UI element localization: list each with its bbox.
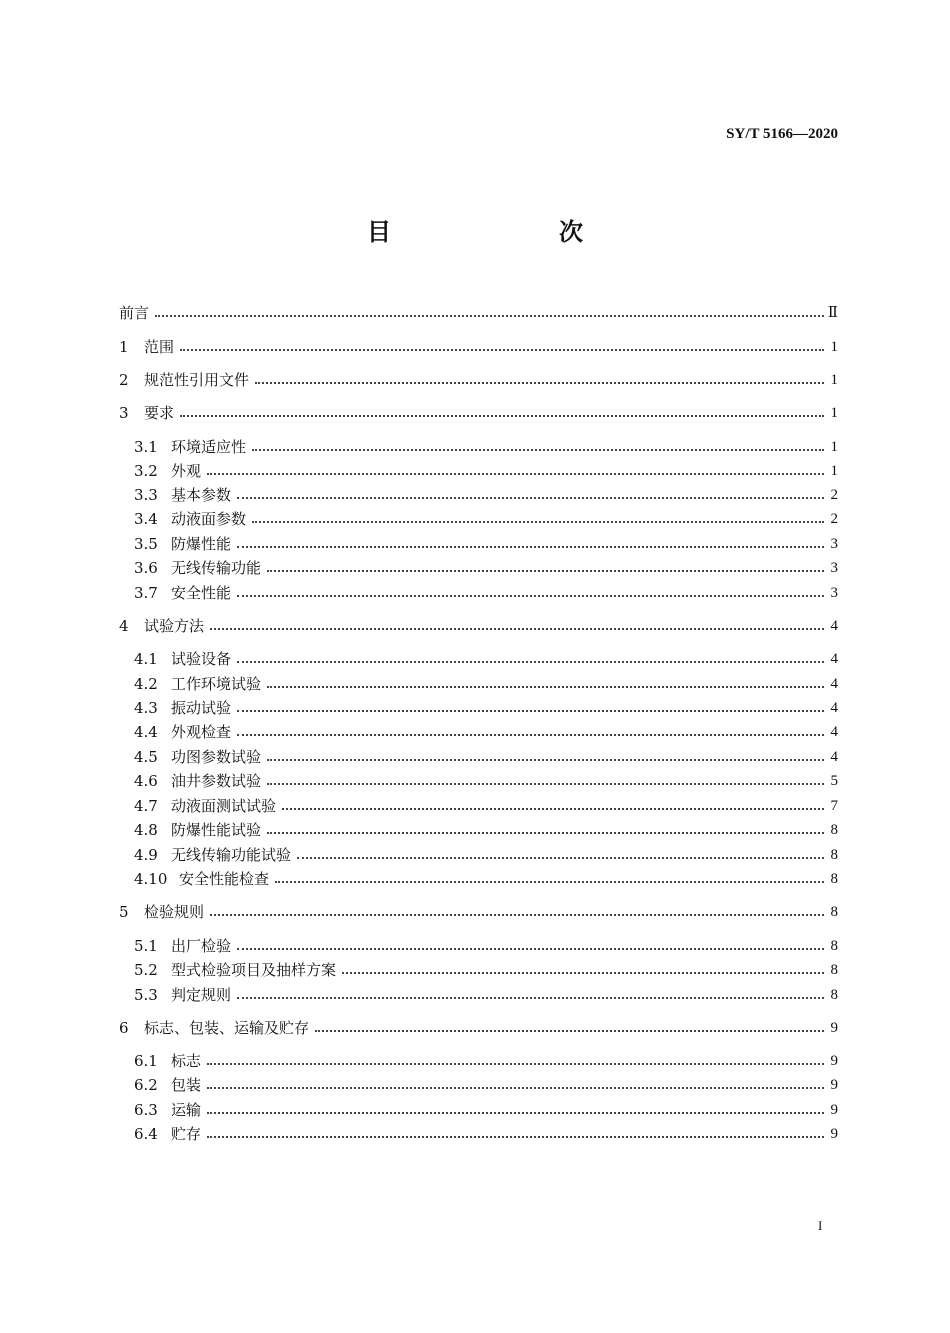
toc-entry-number: 4.1 (134, 650, 158, 668)
toc-entry-title: 规范性引用文件 (144, 371, 250, 389)
toc-entry-page: 9 (830, 1020, 838, 1036)
toc-entry-number: 3.3 (134, 486, 158, 504)
toc-entry-title: 范围 (144, 338, 175, 356)
toc-entry-title: 环境适应性 (171, 438, 247, 456)
toc-entry-page: 9 (830, 1077, 838, 1093)
toc-entry[interactable] (119, 1017, 838, 1039)
dot-leader (342, 959, 828, 981)
toc-entry-title: 动液面参数 (171, 510, 247, 528)
toc-entry-number: 4.5 (134, 748, 158, 766)
toc-entry-page: 1 (830, 463, 838, 479)
toc-entry-page: 1 (830, 405, 838, 421)
toc-entry-page: 9 (830, 1126, 838, 1142)
toc-entry-number: 4 (119, 617, 129, 635)
toc-entry-title: 油井参数试验 (171, 772, 262, 790)
dot-leader (282, 795, 828, 817)
dot-leader (252, 508, 828, 530)
toc-entry[interactable] (134, 770, 838, 792)
toc-entry-page: 4 (830, 700, 838, 716)
toc-entry-page: 8 (830, 847, 838, 863)
toc-entry[interactable] (134, 582, 838, 604)
dot-leader (210, 901, 828, 923)
toc-entry[interactable] (134, 1123, 838, 1145)
toc-entry-title: 功图参数试验 (171, 748, 262, 766)
toc-entry-number: 3.2 (134, 462, 158, 480)
toc-entry[interactable] (134, 436, 838, 458)
toc-entry[interactable] (134, 844, 838, 866)
dot-leader (237, 697, 828, 719)
toc-entry-page: 8 (830, 987, 838, 1003)
toc-entry-number: 3.6 (134, 559, 158, 577)
toc-entry-page: 4 (830, 651, 838, 667)
toc-entry[interactable] (119, 302, 838, 324)
dot-leader (255, 369, 828, 391)
dot-leader (267, 557, 828, 579)
toc-entry-title: 外观 (171, 462, 202, 480)
dot-leader (267, 746, 828, 768)
toc-entry-title: 包装 (171, 1076, 202, 1094)
toc-entry-page: 1 (830, 372, 838, 388)
toc-entry[interactable] (134, 868, 838, 890)
toc-entry[interactable] (119, 615, 838, 637)
toc-entry-title: 前言 (119, 304, 150, 322)
toc-entry-number: 2 (119, 371, 129, 389)
toc-entry-number: 6.3 (134, 1101, 158, 1119)
toc-entry-title: 标志、包装、运输及贮存 (144, 1019, 310, 1037)
dot-leader (237, 935, 828, 957)
toc-entry-page: 4 (830, 749, 838, 765)
toc-entry-page: 8 (830, 822, 838, 838)
dot-leader (237, 533, 828, 555)
toc-entry[interactable] (119, 901, 838, 923)
toc-entry[interactable] (134, 508, 838, 530)
dot-leader (155, 302, 828, 324)
toc-entry-page: 1 (830, 439, 838, 455)
toc-entry-title: 判定规则 (171, 986, 232, 1004)
standard-number: SY/T 5166—2020 (726, 126, 838, 142)
toc-entry[interactable] (134, 1050, 838, 1072)
toc-entry-number: 4.10 (134, 870, 168, 888)
toc-entry-title: 动液面测试试验 (171, 797, 277, 815)
toc-entry-page: 9 (830, 1053, 838, 1069)
toc-entry-number: 3 (119, 404, 129, 422)
toc-entry-title: 试验方法 (144, 617, 205, 635)
toc-entry[interactable] (134, 533, 838, 555)
toc-entry[interactable] (134, 557, 838, 579)
toc-entry-number: 5.1 (134, 937, 158, 955)
toc-entry-title: 出厂检验 (171, 937, 232, 955)
dot-leader (180, 336, 828, 358)
dot-leader (237, 582, 828, 604)
dot-leader (207, 1074, 828, 1096)
toc-entry-title: 工作环境试验 (171, 675, 262, 693)
toc-entry[interactable] (134, 746, 838, 768)
toc-entry-title: 安全性能 (171, 584, 232, 602)
toc-entry-number: 4.6 (134, 772, 158, 790)
dot-leader (210, 615, 828, 637)
toc-entry-number: 6.1 (134, 1052, 158, 1070)
toc-entry-title: 无线传输功能 (171, 559, 262, 577)
toc-entry-title: 振动试验 (171, 699, 232, 717)
toc-entry-number: 3.5 (134, 535, 158, 553)
dot-leader (207, 460, 828, 482)
toc-entry[interactable] (119, 336, 838, 358)
toc-entry-title: 贮存 (171, 1125, 202, 1143)
toc-entry-number: 5.3 (134, 986, 158, 1004)
dot-leader (180, 402, 828, 424)
dot-leader (207, 1123, 828, 1145)
toc-entry-title: 防爆性能试验 (171, 821, 262, 839)
toc-entry-number: 3.4 (134, 510, 158, 528)
toc-entry[interactable] (134, 697, 838, 719)
page-number: I (818, 1218, 823, 1233)
toc-entry[interactable] (134, 673, 838, 695)
toc-entry-page: 1 (830, 339, 838, 355)
toc-entry[interactable] (134, 795, 838, 817)
toc-entry-title: 标志 (171, 1052, 202, 1070)
toc-entry-page: 7 (830, 798, 838, 814)
toc-entry-number: 5.2 (134, 961, 158, 979)
dot-leader (297, 844, 828, 866)
toc-entry-page: 8 (830, 904, 838, 920)
toc-entry-number: 6.2 (134, 1076, 158, 1094)
toc-entry-title: 检验规则 (144, 903, 205, 921)
toc-entry-page: 8 (830, 871, 838, 887)
toc-entry-title: 试验设备 (171, 650, 232, 668)
dot-leader (267, 770, 828, 792)
toc-entry-title: 防爆性能 (171, 535, 232, 553)
toc-entry-title: 无线传输功能试验 (171, 846, 292, 864)
dot-leader (267, 673, 828, 695)
dot-leader (237, 984, 828, 1006)
toc-entry[interactable] (119, 402, 838, 424)
toc-entry-page: 5 (830, 773, 838, 789)
toc-entry-title: 运输 (171, 1101, 202, 1119)
toc-entry-number: 5 (119, 903, 129, 921)
toc-entry-number: 4.7 (134, 797, 158, 815)
toc-title: 目 次 (367, 217, 623, 246)
toc-entry-title: 外观检查 (171, 723, 232, 741)
toc-entry[interactable] (134, 819, 838, 841)
toc-entry[interactable] (134, 484, 838, 506)
toc-entry-number: 3.1 (134, 438, 158, 456)
toc-entry-number: 6 (119, 1019, 129, 1037)
toc-entry-page: 4 (830, 676, 838, 692)
toc-entry[interactable] (134, 984, 838, 1006)
toc-entry-number: 4.3 (134, 699, 158, 717)
toc-entry[interactable] (134, 1074, 838, 1096)
toc-entry-number: 4.9 (134, 846, 158, 864)
toc-entry-page: 3 (830, 585, 838, 601)
toc-entry-number: 4.4 (134, 723, 158, 741)
toc-entry-title: 安全性能检查 (179, 870, 270, 888)
toc-entry-page: Ⅱ (827, 305, 838, 321)
dot-leader (252, 436, 828, 458)
toc-entry-page: 8 (830, 962, 838, 978)
toc-entry-page: 2 (830, 487, 838, 503)
toc-entry-page: 3 (830, 560, 838, 576)
toc-entry-number: 4.8 (134, 821, 158, 839)
dot-leader (267, 819, 828, 841)
dot-leader (237, 721, 828, 743)
toc-entry-title: 要求 (144, 404, 175, 422)
toc-entry[interactable] (134, 460, 838, 482)
dot-leader (237, 648, 828, 670)
toc-entry[interactable] (134, 935, 838, 957)
toc-entry-page: 4 (830, 618, 838, 634)
toc-entry-page: 3 (830, 536, 838, 552)
toc-entry[interactable] (134, 721, 838, 743)
toc-entry[interactable] (134, 959, 838, 981)
toc-entry-number: 4.2 (134, 675, 158, 693)
toc-entry-page: 8 (830, 938, 838, 954)
dot-leader (207, 1050, 828, 1072)
toc-entry[interactable] (134, 1099, 838, 1121)
toc-entry-title: 基本参数 (171, 486, 232, 504)
toc-entry-title: 型式检验项目及抽样方案 (171, 961, 337, 979)
dot-leader (207, 1099, 828, 1121)
toc-entry[interactable] (119, 369, 838, 391)
toc-entry-page: 2 (830, 511, 838, 527)
toc-entry[interactable] (134, 648, 838, 670)
toc-entry-page: 9 (830, 1102, 838, 1118)
toc-entry-number: 3.7 (134, 584, 158, 602)
dot-leader (315, 1017, 828, 1039)
dot-leader (237, 484, 828, 506)
dot-leader (275, 868, 828, 890)
toc-entry-number: 1 (119, 338, 129, 356)
toc-entry-page: 4 (830, 724, 838, 740)
toc-entry-number: 6.4 (134, 1125, 158, 1143)
